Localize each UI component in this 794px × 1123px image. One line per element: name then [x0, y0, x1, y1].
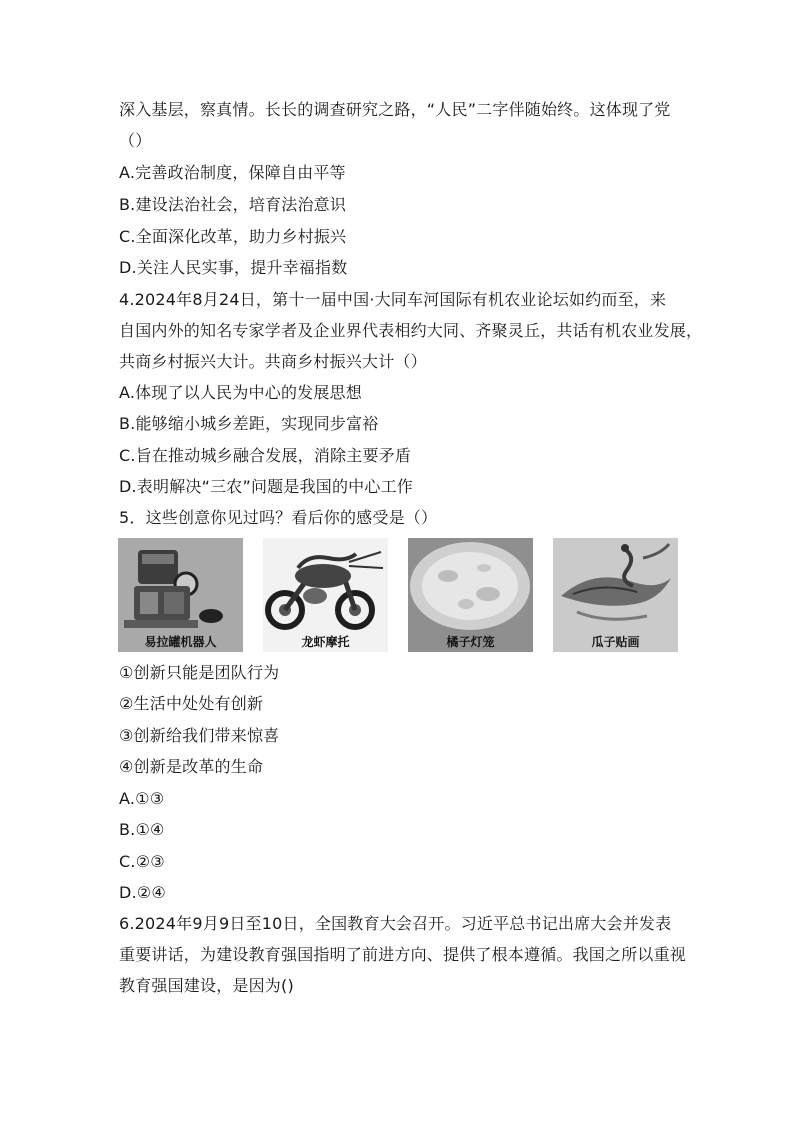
photo-caption: 瓜子贴画 — [591, 635, 640, 649]
q4-stem-line-2: 自国内外的知名专家学者及企业界代表相约大同、齐聚灵丘，共话有机农业发展， — [119, 321, 703, 340]
photo-caption: 易拉罐机器人 — [144, 635, 217, 649]
q5-statement-2: ②生活中处处有创新 — [119, 694, 264, 713]
q3-option-a: A.完善政治制度，保障自由平等 — [119, 163, 346, 182]
q3-option-d: D.关注人民实事，提升幸福指数 — [119, 258, 348, 277]
q5-statement-3: ③创新给我们带来惊喜 — [119, 726, 280, 745]
q3-stem-line-1: 深入基层，察真情。长长的调查研究之路，“人民”二字伴随始终。这体现了党 — [119, 100, 671, 119]
q4-stem-line-3: 共商乡村振兴大计。共商乡村振兴大计（） — [119, 352, 427, 371]
can-robot-photo — [118, 538, 243, 652]
q5-option-c: C.②③ — [119, 852, 165, 871]
orange-lantern-photo — [408, 538, 533, 652]
q5-stem: 5．这些创意你见过吗？看后你的感受是（） — [119, 508, 438, 527]
q3-option-b: B.建设法治社会，培育法治意识 — [119, 195, 347, 214]
q5-photo-row — [118, 538, 678, 654]
seed-crane-picture-photo — [553, 538, 678, 652]
photo-caption: 橘子灯笼 — [446, 635, 495, 649]
q4-stem-line-1: 4.2024年8月24日，第十一届中国·大同车河国际有机农业论坛如约而至，来 — [119, 290, 667, 309]
q3-stem-line-2: （） — [119, 131, 152, 150]
q4-option-b: B.能够缩小城乡差距，实现同步富裕 — [119, 414, 379, 433]
q4-option-c: C.旨在推动城乡融合发展，消除主要矛盾 — [119, 446, 412, 465]
q6-stem-line-3: 教育强国建设，是因为() — [119, 976, 294, 995]
q6-stem-line-2: 重要讲话，为建设教育强国指明了前进方向、提供了根本遵循。我国之所以重视 — [119, 945, 687, 964]
q6-stem-line-1: 6.2024年9月9日至10日，全国教育大会召开。习近平总书记出席大会并发表 — [119, 914, 672, 933]
q3-option-c: C.全面深化改革，助力乡村振兴 — [119, 227, 347, 246]
photo-caption: 龙虾摩托 — [301, 635, 350, 649]
q5-option-d: D.②④ — [119, 883, 166, 902]
q5-option-a: A.①③ — [119, 789, 165, 808]
q5-statement-1: ①创新只能是团队行为 — [119, 663, 280, 682]
q5-option-b: B.①④ — [119, 820, 165, 839]
q4-option-d: D.表明解决“三农”问题是我国的中心工作 — [119, 477, 413, 496]
q4-option-a: A.体现了以人民为中心的发展思想 — [119, 383, 362, 402]
lobster-motorcycle-photo — [263, 538, 388, 652]
q5-statement-4: ④创新是改革的生命 — [119, 757, 264, 776]
